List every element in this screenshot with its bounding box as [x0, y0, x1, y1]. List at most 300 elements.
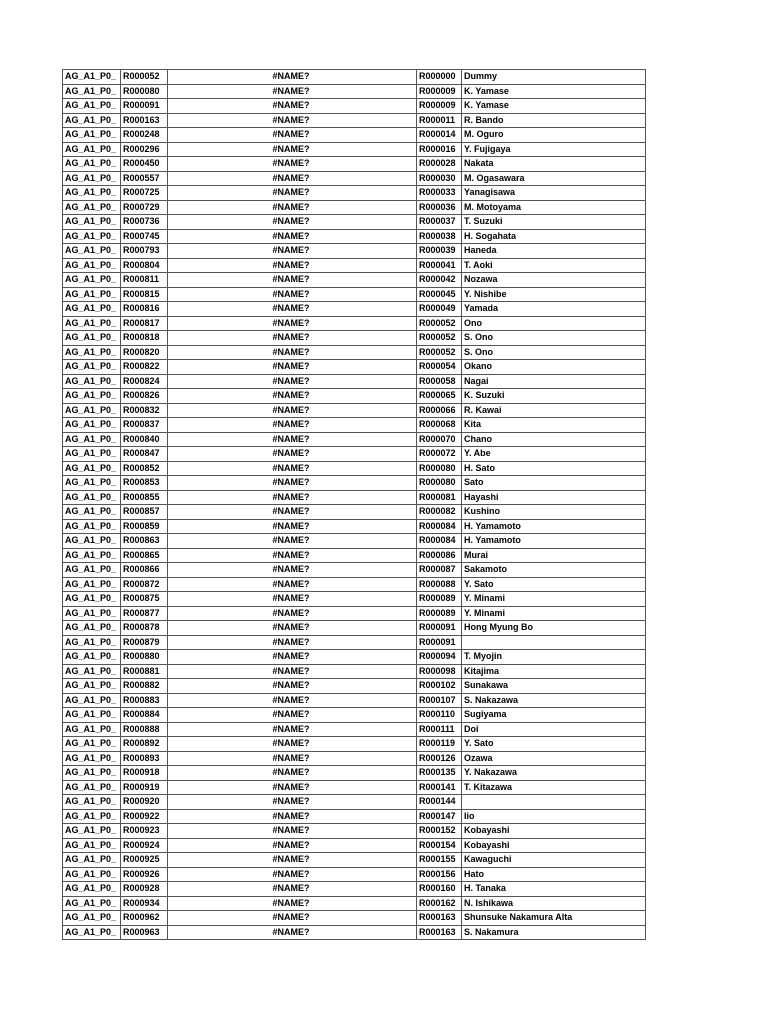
id-cell[interactable]: R000160 — [417, 882, 462, 897]
id-cell[interactable]: R000052 — [417, 316, 462, 331]
name-cell[interactable]: H. Yamamoto — [462, 534, 646, 549]
ref-cell[interactable]: R000925 — [121, 853, 168, 868]
ref-cell[interactable]: R000883 — [121, 693, 168, 708]
code-cell[interactable]: AG_A1_P0_ — [63, 635, 121, 650]
formula-cell[interactable]: #NAME? — [168, 635, 310, 650]
formula-cell[interactable]: #NAME? — [168, 867, 310, 882]
name-cell[interactable]: Hato — [462, 867, 646, 882]
name-cell[interactable]: H. Tanaka — [462, 882, 646, 897]
formula-cell[interactable]: #NAME? — [168, 186, 310, 201]
formula-cell[interactable]: #NAME? — [168, 737, 310, 752]
blank-cell[interactable] — [310, 882, 417, 897]
name-cell[interactable]: T. Aoki — [462, 258, 646, 273]
name-cell[interactable]: Y. Abe — [462, 447, 646, 462]
code-cell[interactable]: AG_A1_P0_ — [63, 316, 121, 331]
name-cell[interactable]: Kawaguchi — [462, 853, 646, 868]
blank-cell[interactable] — [310, 70, 417, 85]
code-cell[interactable]: AG_A1_P0_ — [63, 708, 121, 723]
formula-cell[interactable]: #NAME? — [168, 838, 310, 853]
blank-cell[interactable] — [310, 679, 417, 694]
id-cell[interactable]: R000102 — [417, 679, 462, 694]
name-cell[interactable]: Y. Nishibe — [462, 287, 646, 302]
name-cell[interactable]: Y. Nakazawa — [462, 766, 646, 781]
code-cell[interactable]: AG_A1_P0_ — [63, 577, 121, 592]
formula-cell[interactable]: #NAME? — [168, 345, 310, 360]
blank-cell[interactable] — [310, 418, 417, 433]
blank-cell[interactable] — [310, 824, 417, 839]
formula-cell[interactable]: #NAME? — [168, 447, 310, 462]
code-cell[interactable]: AG_A1_P0_ — [63, 302, 121, 317]
name-cell[interactable]: N. Ishikawa — [462, 896, 646, 911]
name-cell[interactable] — [462, 795, 646, 810]
name-cell[interactable]: Hayashi — [462, 490, 646, 505]
name-cell[interactable]: Okano — [462, 360, 646, 375]
name-cell[interactable]: Kitajima — [462, 664, 646, 679]
code-cell[interactable]: AG_A1_P0_ — [63, 664, 121, 679]
id-cell[interactable]: R000089 — [417, 592, 462, 607]
name-cell[interactable]: T. Kitazawa — [462, 780, 646, 795]
ref-cell[interactable]: R000822 — [121, 360, 168, 375]
formula-cell[interactable]: #NAME? — [168, 722, 310, 737]
blank-cell[interactable] — [310, 911, 417, 926]
blank-cell[interactable] — [310, 795, 417, 810]
formula-cell[interactable]: #NAME? — [168, 664, 310, 679]
name-cell[interactable]: K. Yamase — [462, 99, 646, 114]
code-cell[interactable]: AG_A1_P0_ — [63, 882, 121, 897]
blank-cell[interactable] — [310, 606, 417, 621]
ref-cell[interactable]: R000878 — [121, 621, 168, 636]
blank-cell[interactable] — [310, 650, 417, 665]
code-cell[interactable]: AG_A1_P0_ — [63, 853, 121, 868]
code-cell[interactable]: AG_A1_P0_ — [63, 70, 121, 85]
blank-cell[interactable] — [310, 519, 417, 534]
ref-cell[interactable]: R000736 — [121, 215, 168, 230]
formula-cell[interactable]: #NAME? — [168, 244, 310, 259]
blank-cell[interactable] — [310, 171, 417, 186]
formula-cell[interactable]: #NAME? — [168, 751, 310, 766]
name-cell[interactable] — [462, 635, 646, 650]
blank-cell[interactable] — [310, 360, 417, 375]
name-cell[interactable]: S. Nakazawa — [462, 693, 646, 708]
ref-cell[interactable]: R000923 — [121, 824, 168, 839]
ref-cell[interactable]: R000872 — [121, 577, 168, 592]
name-cell[interactable]: S. Nakamura — [462, 925, 646, 940]
formula-cell[interactable]: #NAME? — [168, 795, 310, 810]
id-cell[interactable]: R000163 — [417, 925, 462, 940]
blank-cell[interactable] — [310, 592, 417, 607]
code-cell[interactable]: AG_A1_P0_ — [63, 128, 121, 143]
ref-cell[interactable]: R000852 — [121, 461, 168, 476]
blank-cell[interactable] — [310, 751, 417, 766]
formula-cell[interactable]: #NAME? — [168, 592, 310, 607]
code-cell[interactable]: AG_A1_P0_ — [63, 766, 121, 781]
formula-cell[interactable]: #NAME? — [168, 577, 310, 592]
ref-cell[interactable]: R000248 — [121, 128, 168, 143]
blank-cell[interactable] — [310, 838, 417, 853]
ref-cell[interactable]: R000888 — [121, 722, 168, 737]
code-cell[interactable]: AG_A1_P0_ — [63, 548, 121, 563]
code-cell[interactable]: AG_A1_P0_ — [63, 157, 121, 172]
name-cell[interactable]: K. Yamase — [462, 84, 646, 99]
code-cell[interactable]: AG_A1_P0_ — [63, 200, 121, 215]
blank-cell[interactable] — [310, 142, 417, 157]
blank-cell[interactable] — [310, 925, 417, 940]
formula-cell[interactable]: #NAME? — [168, 606, 310, 621]
formula-cell[interactable]: #NAME? — [168, 461, 310, 476]
code-cell[interactable]: AG_A1_P0_ — [63, 911, 121, 926]
code-cell[interactable]: AG_A1_P0_ — [63, 418, 121, 433]
ref-cell[interactable]: R000881 — [121, 664, 168, 679]
blank-cell[interactable] — [310, 84, 417, 99]
formula-cell[interactable]: #NAME? — [168, 287, 310, 302]
code-cell[interactable]: AG_A1_P0_ — [63, 505, 121, 520]
id-cell[interactable]: R000052 — [417, 331, 462, 346]
formula-cell[interactable]: #NAME? — [168, 766, 310, 781]
id-cell[interactable]: R000144 — [417, 795, 462, 810]
formula-cell[interactable]: #NAME? — [168, 360, 310, 375]
id-cell[interactable]: R000162 — [417, 896, 462, 911]
formula-cell[interactable]: #NAME? — [168, 534, 310, 549]
code-cell[interactable]: AG_A1_P0_ — [63, 780, 121, 795]
code-cell[interactable]: AG_A1_P0_ — [63, 621, 121, 636]
name-cell[interactable]: Y. Sato — [462, 577, 646, 592]
formula-cell[interactable]: #NAME? — [168, 563, 310, 578]
name-cell[interactable]: R. Kawai — [462, 403, 646, 418]
formula-cell[interactable]: #NAME? — [168, 389, 310, 404]
blank-cell[interactable] — [310, 896, 417, 911]
ref-cell[interactable]: R000826 — [121, 389, 168, 404]
ref-cell[interactable]: R000080 — [121, 84, 168, 99]
id-cell[interactable]: R000070 — [417, 432, 462, 447]
ref-cell[interactable]: R000815 — [121, 287, 168, 302]
id-cell[interactable]: R000154 — [417, 838, 462, 853]
formula-cell[interactable]: #NAME? — [168, 374, 310, 389]
ref-cell[interactable]: R000924 — [121, 838, 168, 853]
code-cell[interactable]: AG_A1_P0_ — [63, 795, 121, 810]
formula-cell[interactable]: #NAME? — [168, 84, 310, 99]
id-cell[interactable]: R000011 — [417, 113, 462, 128]
id-cell[interactable]: R000028 — [417, 157, 462, 172]
blank-cell[interactable] — [310, 722, 417, 737]
ref-cell[interactable]: R000857 — [121, 505, 168, 520]
code-cell[interactable]: AG_A1_P0_ — [63, 925, 121, 940]
id-cell[interactable]: R000089 — [417, 606, 462, 621]
name-cell[interactable]: Nagai — [462, 374, 646, 389]
blank-cell[interactable] — [310, 99, 417, 114]
ref-cell[interactable]: R000884 — [121, 708, 168, 723]
code-cell[interactable]: AG_A1_P0_ — [63, 824, 121, 839]
id-cell[interactable]: R000152 — [417, 824, 462, 839]
ref-cell[interactable]: R000818 — [121, 331, 168, 346]
blank-cell[interactable] — [310, 157, 417, 172]
id-cell[interactable]: R000058 — [417, 374, 462, 389]
blank-cell[interactable] — [310, 461, 417, 476]
blank-cell[interactable] — [310, 548, 417, 563]
ref-cell[interactable]: R000450 — [121, 157, 168, 172]
formula-cell[interactable]: #NAME? — [168, 302, 310, 317]
blank-cell[interactable] — [310, 302, 417, 317]
ref-cell[interactable]: R000918 — [121, 766, 168, 781]
ref-cell[interactable]: R000725 — [121, 186, 168, 201]
code-cell[interactable]: AG_A1_P0_ — [63, 896, 121, 911]
id-cell[interactable]: R000033 — [417, 186, 462, 201]
ref-cell[interactable]: R000859 — [121, 519, 168, 534]
ref-cell[interactable]: R000820 — [121, 345, 168, 360]
blank-cell[interactable] — [310, 635, 417, 650]
formula-cell[interactable]: #NAME? — [168, 693, 310, 708]
name-cell[interactable]: Y. Fujigaya — [462, 142, 646, 157]
formula-cell[interactable]: #NAME? — [168, 853, 310, 868]
code-cell[interactable]: AG_A1_P0_ — [63, 519, 121, 534]
code-cell[interactable]: AG_A1_P0_ — [63, 838, 121, 853]
blank-cell[interactable] — [310, 345, 417, 360]
id-cell[interactable]: R000110 — [417, 708, 462, 723]
id-cell[interactable]: R000082 — [417, 505, 462, 520]
blank-cell[interactable] — [310, 577, 417, 592]
blank-cell[interactable] — [310, 766, 417, 781]
name-cell[interactable]: S. Ono — [462, 345, 646, 360]
code-cell[interactable]: AG_A1_P0_ — [63, 563, 121, 578]
id-cell[interactable]: R000065 — [417, 389, 462, 404]
code-cell[interactable]: AG_A1_P0_ — [63, 693, 121, 708]
id-cell[interactable]: R000094 — [417, 650, 462, 665]
formula-cell[interactable]: #NAME? — [168, 316, 310, 331]
id-cell[interactable]: R000155 — [417, 853, 462, 868]
name-cell[interactable]: Chano — [462, 432, 646, 447]
name-cell[interactable]: Sato — [462, 476, 646, 491]
blank-cell[interactable] — [310, 113, 417, 128]
id-cell[interactable]: R000086 — [417, 548, 462, 563]
formula-cell[interactable]: #NAME? — [168, 229, 310, 244]
ref-cell[interactable]: R000052 — [121, 70, 168, 85]
id-cell[interactable]: R000111 — [417, 722, 462, 737]
name-cell[interactable]: K. Suzuki — [462, 389, 646, 404]
code-cell[interactable]: AG_A1_P0_ — [63, 534, 121, 549]
formula-cell[interactable]: #NAME? — [168, 882, 310, 897]
ref-cell[interactable]: R000892 — [121, 737, 168, 752]
formula-cell[interactable]: #NAME? — [168, 621, 310, 636]
ref-cell[interactable]: R000926 — [121, 867, 168, 882]
name-cell[interactable]: S. Ono — [462, 331, 646, 346]
name-cell[interactable]: Kobayashi — [462, 838, 646, 853]
ref-cell[interactable]: R000880 — [121, 650, 168, 665]
blank-cell[interactable] — [310, 374, 417, 389]
ref-cell[interactable]: R000934 — [121, 896, 168, 911]
blank-cell[interactable] — [310, 780, 417, 795]
formula-cell[interactable]: #NAME? — [168, 650, 310, 665]
formula-cell[interactable]: #NAME? — [168, 925, 310, 940]
code-cell[interactable]: AG_A1_P0_ — [63, 809, 121, 824]
name-cell[interactable]: Murai — [462, 548, 646, 563]
blank-cell[interactable] — [310, 432, 417, 447]
id-cell[interactable]: R000141 — [417, 780, 462, 795]
formula-cell[interactable]: #NAME? — [168, 99, 310, 114]
ref-cell[interactable]: R000865 — [121, 548, 168, 563]
ref-cell[interactable]: R000875 — [121, 592, 168, 607]
code-cell[interactable]: AG_A1_P0_ — [63, 171, 121, 186]
formula-cell[interactable]: #NAME? — [168, 418, 310, 433]
id-cell[interactable]: R000091 — [417, 635, 462, 650]
formula-cell[interactable]: #NAME? — [168, 519, 310, 534]
id-cell[interactable]: R000088 — [417, 577, 462, 592]
formula-cell[interactable]: #NAME? — [168, 548, 310, 563]
ref-cell[interactable]: R000893 — [121, 751, 168, 766]
formula-cell[interactable]: #NAME? — [168, 157, 310, 172]
id-cell[interactable]: R000038 — [417, 229, 462, 244]
code-cell[interactable]: AG_A1_P0_ — [63, 592, 121, 607]
formula-cell[interactable]: #NAME? — [168, 911, 310, 926]
name-cell[interactable]: M. Ogasawara — [462, 171, 646, 186]
id-cell[interactable]: R000126 — [417, 751, 462, 766]
formula-cell[interactable]: #NAME? — [168, 403, 310, 418]
id-cell[interactable]: R000072 — [417, 447, 462, 462]
blank-cell[interactable] — [310, 809, 417, 824]
id-cell[interactable]: R000087 — [417, 563, 462, 578]
blank-cell[interactable] — [310, 287, 417, 302]
ref-cell[interactable]: R000922 — [121, 809, 168, 824]
ref-cell[interactable]: R000824 — [121, 374, 168, 389]
formula-cell[interactable]: #NAME? — [168, 490, 310, 505]
blank-cell[interactable] — [310, 534, 417, 549]
blank-cell[interactable] — [310, 316, 417, 331]
formula-cell[interactable]: #NAME? — [168, 200, 310, 215]
ref-cell[interactable]: R000919 — [121, 780, 168, 795]
id-cell[interactable]: R000036 — [417, 200, 462, 215]
blank-cell[interactable] — [310, 621, 417, 636]
name-cell[interactable]: Dummy — [462, 70, 646, 85]
id-cell[interactable]: R000098 — [417, 664, 462, 679]
blank-cell[interactable] — [310, 215, 417, 230]
ref-cell[interactable]: R000928 — [121, 882, 168, 897]
blank-cell[interactable] — [310, 664, 417, 679]
formula-cell[interactable]: #NAME? — [168, 505, 310, 520]
code-cell[interactable]: AG_A1_P0_ — [63, 722, 121, 737]
name-cell[interactable]: H. Sato — [462, 461, 646, 476]
code-cell[interactable]: AG_A1_P0_ — [63, 389, 121, 404]
id-cell[interactable]: R000119 — [417, 737, 462, 752]
ref-cell[interactable]: R000729 — [121, 200, 168, 215]
blank-cell[interactable] — [310, 447, 417, 462]
name-cell[interactable]: Y. Sato — [462, 737, 646, 752]
code-cell[interactable]: AG_A1_P0_ — [63, 229, 121, 244]
code-cell[interactable]: AG_A1_P0_ — [63, 287, 121, 302]
id-cell[interactable]: R000052 — [417, 345, 462, 360]
formula-cell[interactable]: #NAME? — [168, 331, 310, 346]
id-cell[interactable]: R000039 — [417, 244, 462, 259]
blank-cell[interactable] — [310, 853, 417, 868]
code-cell[interactable]: AG_A1_P0_ — [63, 867, 121, 882]
code-cell[interactable]: AG_A1_P0_ — [63, 273, 121, 288]
code-cell[interactable]: AG_A1_P0_ — [63, 751, 121, 766]
blank-cell[interactable] — [310, 258, 417, 273]
code-cell[interactable]: AG_A1_P0_ — [63, 490, 121, 505]
ref-cell[interactable]: R000296 — [121, 142, 168, 157]
id-cell[interactable]: R000135 — [417, 766, 462, 781]
name-cell[interactable]: Shunsuke Nakamura Alta — [462, 911, 646, 926]
blank-cell[interactable] — [310, 476, 417, 491]
name-cell[interactable]: Kita — [462, 418, 646, 433]
name-cell[interactable]: Yamada — [462, 302, 646, 317]
code-cell[interactable]: AG_A1_P0_ — [63, 113, 121, 128]
blank-cell[interactable] — [310, 693, 417, 708]
ref-cell[interactable]: R000745 — [121, 229, 168, 244]
formula-cell[interactable]: #NAME? — [168, 708, 310, 723]
ref-cell[interactable]: R000557 — [121, 171, 168, 186]
name-cell[interactable]: R. Bando — [462, 113, 646, 128]
id-cell[interactable]: R000009 — [417, 84, 462, 99]
name-cell[interactable]: Kushino — [462, 505, 646, 520]
ref-cell[interactable]: R000853 — [121, 476, 168, 491]
formula-cell[interactable]: #NAME? — [168, 679, 310, 694]
id-cell[interactable]: R000147 — [417, 809, 462, 824]
name-cell[interactable]: Y. Minami — [462, 592, 646, 607]
id-cell[interactable]: R000084 — [417, 534, 462, 549]
formula-cell[interactable]: #NAME? — [168, 896, 310, 911]
name-cell[interactable]: Sunakawa — [462, 679, 646, 694]
name-cell[interactable]: H. Yamamoto — [462, 519, 646, 534]
ref-cell[interactable]: R000847 — [121, 447, 168, 462]
name-cell[interactable]: Y. Minami — [462, 606, 646, 621]
name-cell[interactable]: Hong Myung Bo — [462, 621, 646, 636]
id-cell[interactable]: R000066 — [417, 403, 462, 418]
name-cell[interactable]: Doi — [462, 722, 646, 737]
ref-cell[interactable]: R000963 — [121, 925, 168, 940]
formula-cell[interactable]: #NAME? — [168, 215, 310, 230]
code-cell[interactable]: AG_A1_P0_ — [63, 374, 121, 389]
id-cell[interactable]: R000081 — [417, 490, 462, 505]
formula-cell[interactable]: #NAME? — [168, 258, 310, 273]
ref-cell[interactable]: R000816 — [121, 302, 168, 317]
code-cell[interactable]: AG_A1_P0_ — [63, 461, 121, 476]
name-cell[interactable]: Kobayashi — [462, 824, 646, 839]
ref-cell[interactable]: R000882 — [121, 679, 168, 694]
blank-cell[interactable] — [310, 229, 417, 244]
blank-cell[interactable] — [310, 200, 417, 215]
ref-cell[interactable]: R000840 — [121, 432, 168, 447]
code-cell[interactable]: AG_A1_P0_ — [63, 258, 121, 273]
blank-cell[interactable] — [310, 186, 417, 201]
code-cell[interactable]: AG_A1_P0_ — [63, 650, 121, 665]
code-cell[interactable]: AG_A1_P0_ — [63, 360, 121, 375]
code-cell[interactable]: AG_A1_P0_ — [63, 403, 121, 418]
id-cell[interactable]: R000068 — [417, 418, 462, 433]
ref-cell[interactable]: R000920 — [121, 795, 168, 810]
formula-cell[interactable]: #NAME? — [168, 128, 310, 143]
formula-cell[interactable]: #NAME? — [168, 476, 310, 491]
ref-cell[interactable]: R000855 — [121, 490, 168, 505]
code-cell[interactable]: AG_A1_P0_ — [63, 737, 121, 752]
blank-cell[interactable] — [310, 490, 417, 505]
name-cell[interactable]: Nozawa — [462, 273, 646, 288]
name-cell[interactable]: M. Oguro — [462, 128, 646, 143]
name-cell[interactable]: Yanagisawa — [462, 186, 646, 201]
blank-cell[interactable] — [310, 737, 417, 752]
ref-cell[interactable]: R000863 — [121, 534, 168, 549]
id-cell[interactable]: R000091 — [417, 621, 462, 636]
blank-cell[interactable] — [310, 403, 417, 418]
code-cell[interactable]: AG_A1_P0_ — [63, 186, 121, 201]
code-cell[interactable]: AG_A1_P0_ — [63, 215, 121, 230]
id-cell[interactable]: R000016 — [417, 142, 462, 157]
ref-cell[interactable]: R000879 — [121, 635, 168, 650]
ref-cell[interactable]: R000837 — [121, 418, 168, 433]
ref-cell[interactable]: R000811 — [121, 273, 168, 288]
id-cell[interactable]: R000037 — [417, 215, 462, 230]
id-cell[interactable]: R000054 — [417, 360, 462, 375]
ref-cell[interactable]: R000832 — [121, 403, 168, 418]
formula-cell[interactable]: #NAME? — [168, 432, 310, 447]
id-cell[interactable]: R000080 — [417, 476, 462, 491]
